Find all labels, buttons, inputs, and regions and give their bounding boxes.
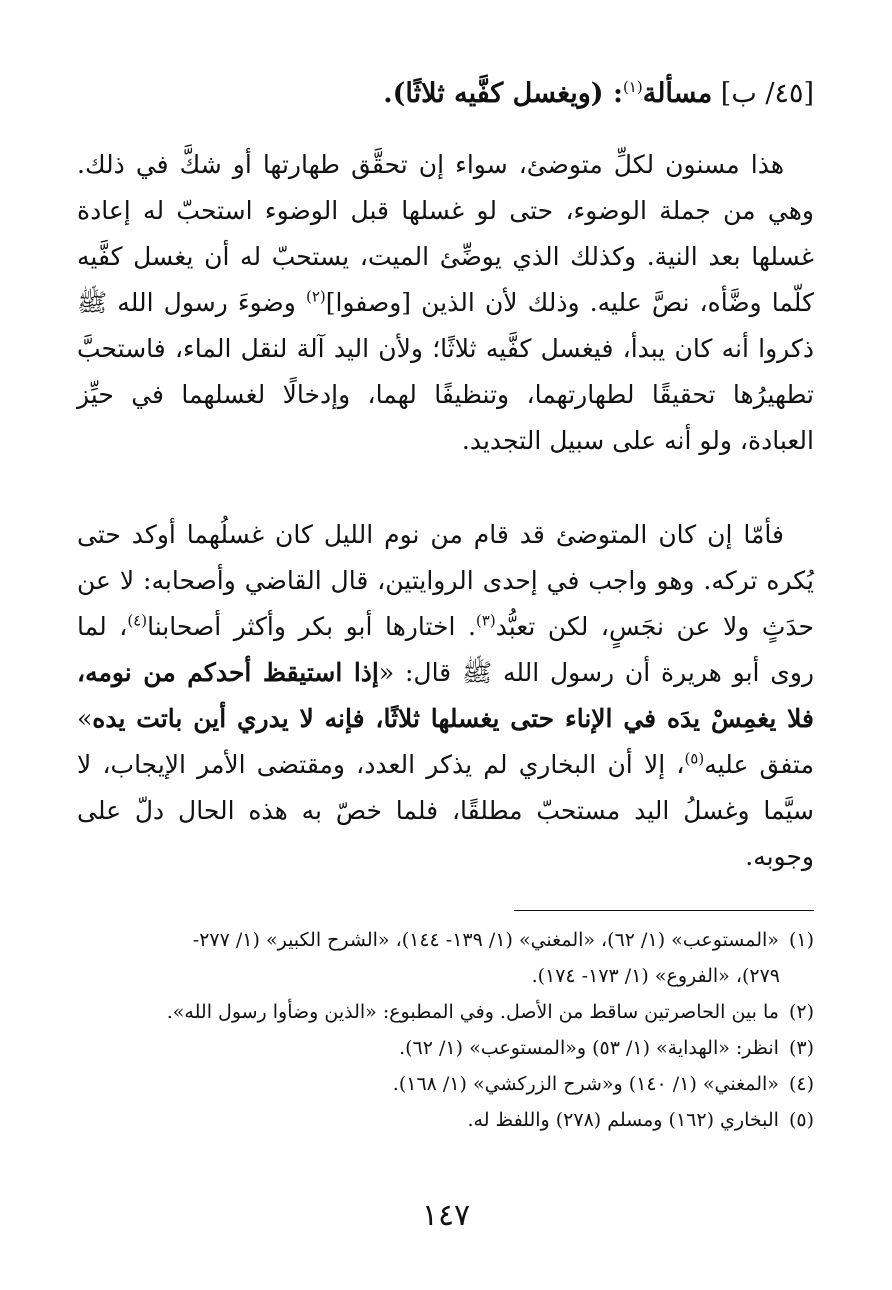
footnote-text: البخاري (١٦٢) ومسلم (٢٧٨) واللفظ له.	[467, 1109, 779, 1131]
footnotes	[77, 922, 814, 1138]
footnote-4	[77, 1066, 814, 1102]
paragraph-1-text: هذا مسنون لكلِّ متوضئ، سواء إن تحقَّق طهارتها أو شكَّ في ذلك. وهي من جملة الوضوء، حتى لو غسلها قبل الوضوء استحبّ له إعادة غسلها بعد النية. وكذلك الذي يوضِّئ الميت، يستحبّ له أن يغسل كفَّيه كلّما وضَّأه، نصَّ عليه. وذلك لأن الذين [وصفوا]	[77, 150, 814, 317]
hadith-quote: إذا استيقظ أحدكم من نومه، فلا يغمِسْ يدَه في الإناء حتى يغسلها ثلاثًا، فإنه لا يدري أين باتت يده	[77, 658, 814, 733]
issue-heading	[383, 74, 814, 114]
footnote-text: «المغني» (١/ ١٤٠) و«شرح الزركشي» (١/ ١٦٨).	[392, 1073, 779, 1095]
footnote-ref-1: (١)	[622, 78, 643, 96]
footnote-3	[77, 1030, 814, 1066]
footnote-number: (٣)	[788, 1037, 814, 1059]
footnote-number: (٤)	[788, 1073, 814, 1095]
footnote-text: انظر: «الهداية» (١/ ٥٣) و«المستوعب» (١/ ٦٢).	[399, 1037, 779, 1059]
footnote-number: (٢)	[788, 1001, 814, 1023]
footnote-number: (١)	[788, 929, 814, 951]
paragraph-1-text-cont: وضوءَ رسول الله ﷺ ذكروا أنه كان يبدأ، فيغسل كفَّيه ثلاثًا؛ ولأن اليد آلة لنقل الماء، فاستحبَّ تطهيرُها تحقيقًا لطهارتهما، وتنظيفًا لهما، وإدخالًا لغسلهما في حيِّز العبادة، ولو أنه على سبيل التجديد.	[77, 288, 814, 455]
footnote-divider	[514, 910, 814, 911]
footnote-text-cont: ٢٧٩)، «الفروع» (١/ ١٧٣- ١٧٤).	[531, 965, 780, 987]
footnote-ref-4: (٤)	[127, 611, 148, 630]
page-number: ١٤٧	[421, 1198, 471, 1233]
manuscript-folio-ref: [٤٥/ ب]	[720, 78, 814, 109]
footnote-5	[77, 1102, 814, 1138]
footnote-2	[77, 994, 814, 1030]
footnote-text: «المستوعب» (١/ ٦٢)، «المغني» (١/ ١٣٩- ١٤٤)، «الشرح الكبير» (١/ ٢٧٧-	[192, 929, 779, 951]
footnote-text: ما بين الحاصرتين ساقط من الأصل. وفي المطبوع: «الذين وضأوا رسول الله».	[166, 1001, 779, 1023]
footnote-1	[77, 922, 814, 994]
footnote-ref-2: (٢)	[305, 287, 326, 306]
footnote-ref-3: (٣)	[475, 611, 496, 630]
paragraph-2-text-c: ، لما روى أبو هريرة أن رسول الله ﷺ قال: «	[77, 612, 815, 687]
paragraph-2	[77, 512, 814, 880]
paragraph-2-text-a: فأمّا إن كان المتوضئ قد قام من نوم الليل كان غسلُهما أوكد حتى يُكره تركه. وهو واجب في إحدى الروايتين، قال القاضي وأصحابه: لا عن حدَثٍ ولا عن نجَسٍ، لكن تعبُّد	[77, 520, 814, 641]
paragraph-2-text-e: ، إلا أن البخاري لم يذكر العدد، ومقتضى الأمر الإيجاب، لا سيَّما وغسلُ اليد مستحبّ مطلقًا، فلما خصّ به هذه الحال دلّ على وجوبه.	[77, 750, 814, 871]
footnote-number: (٥)	[788, 1109, 814, 1131]
issue-title: : (ويغسل كفَّيه ثلاثًا).	[383, 78, 623, 109]
paragraph-2-text-d: » متفق عليه	[77, 704, 814, 779]
paragraph-2-text-b: . اختارها أبو بكر وأكثر أصحابنا	[147, 612, 476, 641]
issue-label: مسألة	[642, 78, 713, 109]
footnote-ref-5: (٥)	[684, 749, 705, 768]
paragraph-1	[77, 142, 814, 464]
